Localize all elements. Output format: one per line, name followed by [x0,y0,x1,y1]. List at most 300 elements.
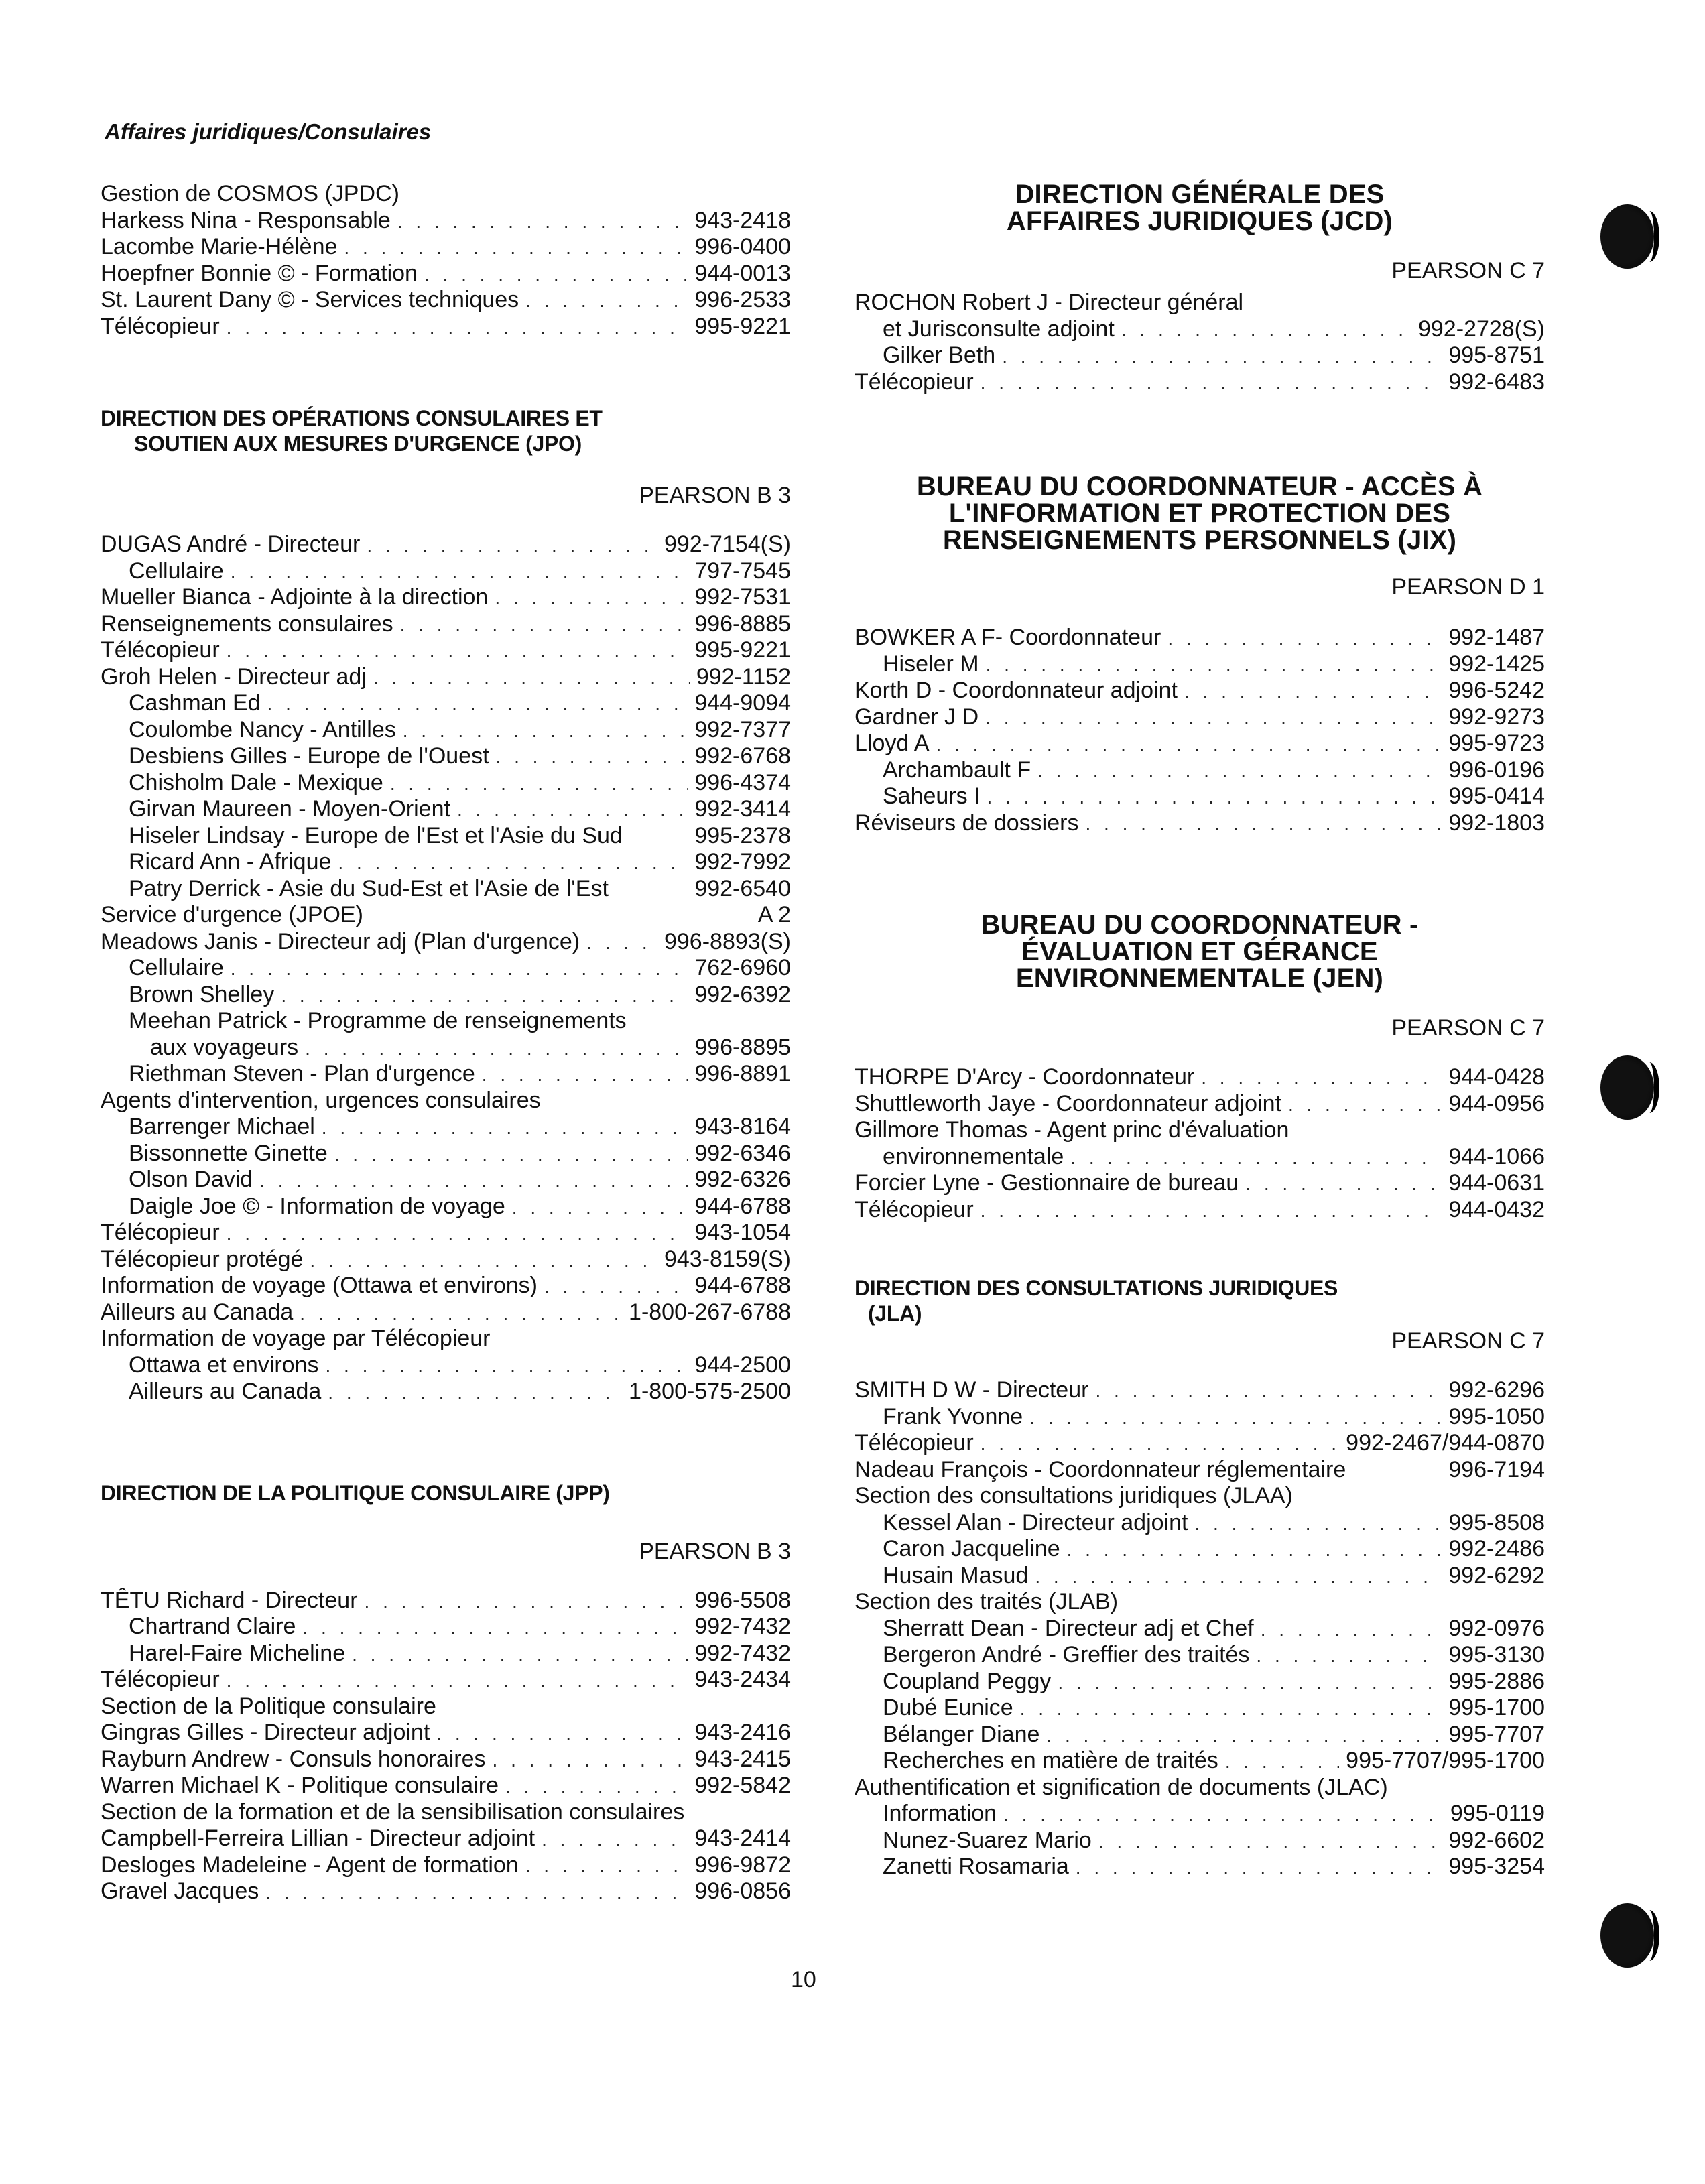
entry-phone: 944-0432 [1448,1196,1545,1222]
directory-entry [101,208,791,235]
entry-name: Gillmore Thomas - Agent princ d'évaluation [855,1117,1289,1143]
entry-name: environnementale [883,1143,1064,1169]
entry-phone: 992-7531 [694,584,791,610]
section-title-jpo [101,405,791,456]
dot-leader [265,1879,688,1906]
entry-phone: 992-1152 [696,663,791,690]
dot-leader [365,1588,688,1615]
directory-entry [101,1825,791,1852]
entry-phone: 996-7194 [1448,1456,1545,1482]
entry-name: Service d'urgence (JPOE) [101,902,363,927]
section-jen [855,911,1545,1223]
entry-phone: 992-2728(S) [1417,316,1545,342]
entry-name: DUGAS André - Directeur [101,531,361,557]
directory-list [101,531,791,1405]
section-title-line: DIRECTION DES CONSULTATIONS JURIDIQUES [855,1276,1338,1300]
directory-entry [855,342,1545,369]
dot-leader [344,235,688,261]
dot-leader [495,585,688,612]
entry-name: Shuttleworth Jaye - Coordonnateur adjoint [855,1090,1281,1116]
directory-entry [101,770,791,797]
entry-name: Nunez-Suarez Mario [883,1827,1092,1853]
entry-name: Télécopieur [101,1220,220,1245]
directory-entry [101,1008,791,1035]
section-cosmos [101,181,791,340]
dot-leader [1058,1669,1442,1696]
directory-entry [101,823,791,850]
directory-entry [855,316,1545,343]
entry-name: Husain Masud [883,1562,1029,1588]
entry-name: THORPE D'Arcy - Coordonnateur [855,1064,1195,1090]
directory-entry [855,1404,1545,1431]
directory-entry [101,743,791,770]
entry-phone: 995-3130 [1448,1642,1545,1667]
entry-phone: 992-7432 [694,1640,791,1666]
directory-entry [101,1852,791,1879]
dot-leader [987,784,1442,811]
punch-hole-icon [1600,204,1654,269]
entry-phone: 995-1700 [1448,1695,1545,1720]
dot-leader [227,1667,688,1694]
directory-entry [855,1589,1545,1616]
entry-phone: 992-1803 [1448,810,1545,836]
entry-name: Nadeau François - Coordonnateur réglementaire [855,1456,1346,1482]
dot-leader [352,1641,688,1668]
entry-name: Meehan Patrick - Programme de renseignements [129,1008,627,1033]
entry-name: Cellulaire [129,558,224,584]
section-title-jla [855,1275,1545,1326]
entry-phone: 995-1050 [1448,1403,1545,1429]
directory-list [855,290,1545,395]
directory-entry [855,730,1545,757]
directory-entry [101,1141,791,1167]
section-title-line: AFFAIRES JURIDIQUES (JCD) [1006,206,1393,236]
entry-phone: 992-6292 [1448,1562,1545,1588]
entry-phone: A 2 [757,902,791,927]
directory-entry [101,796,791,823]
directory-entry [855,1616,1545,1643]
entry-phone: 992-9273 [1448,704,1545,730]
dot-leader [227,1220,688,1247]
dot-leader [493,1747,688,1774]
entry-name: Desloges Madeleine - Agent de formation [101,1852,519,1878]
dot-leader [544,1273,688,1300]
directory-entry [101,690,791,717]
entry-phone: 996-8893(S) [664,928,791,954]
entry-phone: 995-8751 [1448,342,1545,368]
entry-name: Archambault F [883,757,1031,783]
dot-leader [1201,1065,1442,1092]
entry-name: Gardner J D [855,704,979,730]
entry-phone: 995-0119 [1450,1801,1545,1826]
directory-entry [101,287,791,314]
entry-name: Gingras Gilles - Directeur adjoint [101,1720,430,1745]
dot-leader [512,1194,688,1221]
entry-phone: 944-0631 [1448,1170,1545,1196]
entry-phone: 992-6326 [694,1167,791,1192]
dot-leader [1003,1801,1444,1828]
location-label: PEARSON D 1 [1391,574,1545,600]
entry-name: Bissonnette Ginette [129,1140,328,1166]
directory-entry [855,1117,1545,1144]
entry-phone: 995-7707 [1448,1721,1545,1747]
entry-name: Daigle Joe © - Information de voyage [129,1193,505,1219]
dot-leader [1194,1511,1442,1537]
entry-phone: 992-3414 [694,796,791,822]
dot-leader [1076,1854,1442,1881]
entry-phone: 995-9221 [694,313,791,339]
directory-entry [101,1061,791,1088]
dot-leader [281,982,688,1009]
entry-phone: 996-4374 [694,769,791,795]
directory-entry [101,1352,791,1379]
directory-entry [101,929,791,956]
section-title-jix [855,473,1545,554]
entry-name: St. Laurent Dany © - Services techniques [101,287,519,312]
dot-leader [1261,1616,1442,1643]
dot-leader [403,718,688,745]
dot-leader [981,370,1442,397]
entry-name: ROCHON Robert J - Directeur général [855,290,1244,315]
directory-entry [855,1722,1545,1748]
location-label: PEARSON C 7 [1391,1328,1545,1354]
dot-leader [1225,1748,1339,1775]
dot-leader [424,261,688,288]
entry-phone: 996-8895 [694,1034,791,1060]
entry-name: Bélanger Diane [883,1721,1040,1747]
directory-entry [101,1588,791,1614]
section-title-line: ÉVALUATION ET GÉRANCE [1021,937,1378,966]
left-column [101,181,791,1905]
directory-list [101,208,791,340]
section-title-jcd [855,181,1545,235]
entry-phone: 992-5842 [694,1773,791,1798]
entry-phone: 996-9872 [694,1852,791,1878]
entry-name: Frank Yvonne [883,1403,1023,1429]
dot-leader [322,1114,688,1141]
directory-entry [855,1091,1545,1118]
directory-list [101,1588,791,1905]
directory-entry [101,1088,791,1114]
entry-name: Riethman Steven - Plan d'urgence [129,1061,475,1086]
entry-phone: 992-6392 [694,981,791,1007]
entry-name: Télécopieur [855,1430,974,1456]
dot-leader [1256,1643,1442,1669]
entry-name: Gravel Jacques [101,1878,259,1904]
section-title-jen [855,911,1545,992]
dot-leader [302,1614,688,1641]
section-jpo [101,405,791,1405]
entry-name: Patry Derrick - Asie du Sud-Est et l'Asie de l'Est [129,875,609,901]
entry-name: Ailleurs au Canada [101,1299,294,1325]
directory-entry [101,1667,791,1693]
directory-entry [855,1801,1545,1827]
entry-name: Caron Jacqueline [883,1536,1060,1561]
entry-name: Cellulaire [129,955,224,980]
directory-entry [855,1170,1545,1197]
dot-leader [1067,1537,1442,1563]
entry-name: Télécopieur protégé [101,1246,304,1272]
dot-leader [1167,625,1442,652]
entry-name: Olson David [129,1167,253,1192]
entry-phone: 995-2378 [694,822,791,848]
section-title-jpp: DIRECTION DE LA POLITIQUE CONSULAIRE (JPP) [101,1480,610,1505]
location-label: PEARSON C 7 [1391,1015,1545,1041]
dot-leader [227,314,688,341]
entry-phone: 996-2533 [694,287,791,312]
section-title-line: RENSEIGNEMENTS PERSONNELS (JIX) [942,525,1457,555]
entry-name: Harel-Faire Micheline [129,1640,346,1666]
entry-phone: 995-2886 [1448,1668,1545,1694]
directory-entry [101,955,791,982]
directory-entry [101,1246,791,1273]
running-head: Affaires juridiques/Consulaires [105,119,432,144]
entry-name: Forcier Lyne - Gestionnaire de bureau [855,1170,1239,1196]
directory-entry [855,810,1545,837]
entry-phone: 1-800-575-2500 [629,1378,791,1404]
directory-entry [101,1035,791,1062]
entry-name: Groh Helen - Directeur adj [101,663,367,690]
entry-phone: 944-0428 [1448,1064,1545,1090]
dot-leader [1020,1695,1442,1722]
entry-name: Rayburn Andrew - Consuls honoraires [101,1746,486,1772]
entry-name: Authentification et signification de documents (JLAC) [855,1774,1388,1800]
entry-phone: 995-7707/995-1700 [1346,1748,1545,1773]
dot-leader [482,1062,688,1088]
entry-name: Desbiens Gilles - Europe de l'Ouest [129,743,489,769]
directory-entry [101,1299,791,1326]
directory-entry [101,902,791,929]
entry-phone: 996-0400 [694,234,791,259]
entry-name: Brown Shelley [129,981,275,1007]
entry-phone: 943-8159(S) [664,1246,791,1272]
entry-name: Mueller Bianca - Adjointe à la direction [101,584,489,610]
directory-entry [101,1746,791,1773]
entry-name: Ailleurs au Canada [129,1378,322,1404]
directory-entry [101,1641,791,1667]
punch-hole-icon [1600,1055,1654,1120]
directory-entry [855,1748,1545,1775]
entry-name: Renseignements consulaires [101,611,393,637]
dot-leader [338,850,688,877]
directory-entry [855,1695,1545,1722]
entry-name: Gilker Beth [883,342,996,368]
entry-phone: 943-8164 [694,1114,791,1139]
dot-leader [1245,1171,1442,1198]
dot-leader [985,705,1442,732]
directory-entry [101,1194,791,1220]
directory-entry [855,1430,1545,1457]
directory-entry [855,1536,1545,1563]
entry-name: Télécopieur [101,313,220,339]
entry-name: Sherratt Dean - Directeur adj et Chef [883,1615,1254,1641]
entry-phone: 943-2415 [694,1746,791,1772]
entry-phone: 992-6768 [694,743,791,769]
entry-name: Korth D - Coordonnateur adjoint [855,678,1178,703]
section-title-line: SOUTIEN AUX MESURES D'URGENCE (JPO) [134,432,582,456]
directory-entry [855,1827,1545,1854]
directory-entry [101,1799,791,1826]
entry-phone: 992-7154(S) [664,531,791,557]
directory-list [855,1064,1545,1223]
directory-entry [101,1114,791,1141]
entry-phone: 996-5242 [1448,678,1545,703]
entry-name: aux voyageurs [150,1034,299,1060]
entry-name: BOWKER A F- Coordonnateur [855,625,1161,650]
dot-leader [231,559,688,586]
entry-name: Saheurs I [883,783,981,809]
entry-name: Chisholm Dale - Mexique [129,769,383,795]
dot-leader [525,1853,688,1880]
dot-leader [1184,678,1442,705]
section-title-line: DIRECTION GÉNÉRALE DES [1015,180,1385,209]
section-title-line: L'INFORMATION ET PROTECTION DES [948,499,1451,528]
directory-entry [855,625,1545,651]
entry-name: Coulombe Nancy - Antilles [129,716,396,743]
directory-entry [101,717,791,744]
dot-leader [1002,343,1442,370]
entry-phone: 944-0956 [1448,1090,1545,1116]
entry-name: Section des consultations juridiques (JLAA) [855,1483,1293,1508]
directory-entry [101,664,791,691]
entry-name: Section de la formation et de la sensibilisation consulaires [101,1799,685,1825]
entry-phone: 992-6540 [694,875,791,901]
entry-phone: 992-2467/944-0870 [1346,1430,1545,1456]
dot-leader [367,532,657,559]
entry-phone: 943-2414 [694,1825,791,1851]
entry-name: Information de voyage (Ottawa et environs) [101,1273,538,1298]
entry-name: Télécopieur [855,369,974,395]
entry-name: Section de la Politique consulaire [101,1693,436,1719]
entry-name: Télécopieur [101,637,220,663]
entry-phone: 1-800-267-6788 [629,1299,791,1325]
entry-phone: 797-7545 [694,558,791,584]
dot-leader [496,744,688,771]
directory-entry [101,1273,791,1299]
entry-name: Kessel Alan - Directeur adjoint [883,1509,1188,1535]
entry-phone: 992-7377 [694,716,791,743]
entry-name: Télécopieur [855,1196,974,1222]
section-jcd [855,181,1545,395]
entry-phone: 943-2416 [694,1720,791,1745]
dot-leader [981,1431,1340,1458]
dot-leader [436,1720,688,1747]
directory-entry [855,1510,1545,1537]
dot-leader [936,731,1442,758]
directory-entry [101,314,791,340]
directory-entry [855,783,1545,810]
location-label: PEARSON B 3 [639,1538,791,1564]
directory-entry [101,1614,791,1641]
entry-phone: 992-1425 [1448,651,1545,677]
entry-phone: 995-9723 [1448,730,1545,756]
entry-phone: 992-7992 [694,849,791,875]
entry-phone: 943-1054 [694,1220,791,1245]
directory-entry [101,1720,791,1746]
directory-entry [101,234,791,261]
entry-phone: 992-6483 [1448,369,1545,395]
directory-entry [855,1563,1545,1590]
entry-phone: 944-6788 [694,1273,791,1298]
directory-entry [101,1693,791,1720]
directory-entry [855,1854,1545,1880]
entry-phone: 992-2486 [1448,1536,1545,1561]
dot-leader [1085,811,1442,838]
directory-list [855,1377,1545,1880]
page-number: 10 [791,1967,816,1992]
directory-entry [855,1064,1545,1091]
directory-entry [101,1878,791,1905]
entry-name: Agents d'intervention, urgences consulaires [101,1087,541,1113]
entry-phone: 943-2418 [694,207,791,233]
entry-name: Campbell-Ferreira Lillian - Directeur adjoint [101,1825,535,1851]
directory-entry [101,531,791,558]
dot-leader [328,1379,622,1406]
directory-entry [855,651,1545,678]
right-column [855,181,1545,1880]
entry-name: Ricard Ann - Afrique [129,849,332,875]
entry-phone: 992-7432 [694,1614,791,1639]
entry-name: SMITH D W - Directeur [855,1377,1089,1403]
location-label: PEARSON B 3 [639,483,791,508]
directory-entry [855,1197,1545,1224]
directory-entry [855,1457,1545,1484]
entry-name: Chartrand Claire [129,1614,296,1639]
section-jpp [101,1480,791,1905]
directory-entry [855,757,1545,784]
directory-entry [101,261,791,287]
directory-entry [855,1669,1545,1695]
dot-leader [1098,1828,1442,1855]
entry-phone: 996-8885 [694,611,791,637]
entry-phone: 944-0013 [694,260,791,286]
entry-phone: 944-6788 [694,1193,791,1219]
location-label: PEARSON C 7 [1391,258,1545,283]
directory-entry [101,982,791,1009]
dot-leader [981,1198,1442,1224]
entry-phone: 992-6346 [694,1140,791,1166]
dot-leader [267,691,688,718]
directory-entry [855,369,1545,396]
entry-name: Girvan Maureen - Moyen-Orient [129,796,450,822]
entry-name: Cashman Ed [129,690,261,716]
dot-leader [1095,1378,1442,1405]
section-title-line: ENVIRONNEMENTALE (JEN) [1015,964,1384,993]
entry-name: Information de voyage par Télécopieur [101,1326,491,1351]
directory-entry [855,1144,1545,1171]
entry-name: Hoepfner Bonnie © - Formation [101,260,418,286]
dot-leader [397,208,688,235]
section-title-cosmos: Gestion de COSMOS (JPDC) [101,181,399,206]
dot-leader [525,287,688,314]
entry-phone: 992-0976 [1448,1615,1545,1641]
section-title-line: (JLA) [868,1301,922,1326]
entry-phone: 996-8891 [694,1061,791,1086]
punch-hole-icon [1600,1903,1654,1968]
directory-entry [101,611,791,638]
entry-name: Harkess Nina - Responsable [101,207,391,233]
dot-leader [986,652,1442,679]
directory-entry [855,1483,1545,1510]
entry-name: Meadows Janis - Directeur adj (Plan d'urgence) [101,928,580,954]
directory-entry [855,1775,1545,1801]
entry-phone: 992-6602 [1448,1827,1545,1853]
dot-leader [334,1141,688,1168]
entry-phone: 944-1066 [1448,1143,1545,1169]
entry-name: Hiseler Lindsay - Europe de l'Est et l'Asie du Sud [129,822,623,848]
dot-leader [231,956,688,982]
section-title-line: BUREAU DU COORDONNATEUR - ACCÈS À [916,472,1483,501]
